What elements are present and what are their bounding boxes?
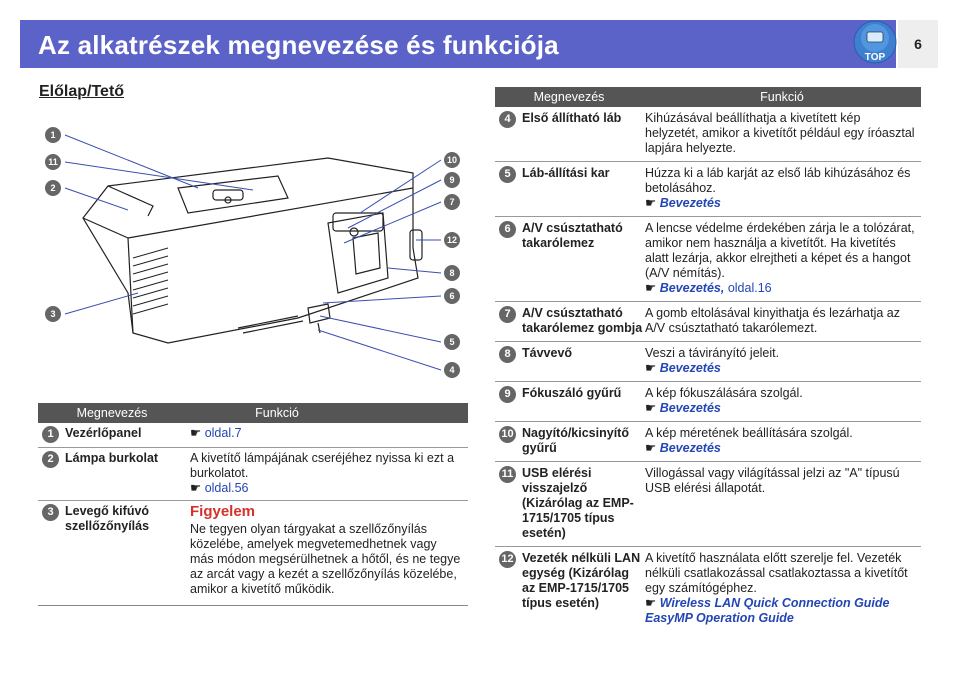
diagram-label: 6 bbox=[449, 291, 455, 301]
hand-pointer-icon: ☛ bbox=[645, 361, 657, 375]
table-row: 6 A/V csúsztatható takarólemez A lencse védelme érdekében zárja le a tolózárat, amikor nem használja a kivetítőt. Ha kivetítés alatt lezárja, akkor elrejtheti a képet és a hangot (A/V némítás). ☛ Bevezetés, oldal.16 bbox=[495, 217, 921, 302]
part-name: Vezeték nélküli LAN egység (Kizárólag az EMP-1715/1705 típus esetén) bbox=[522, 551, 641, 610]
table-row bbox=[495, 547, 921, 631]
page-number: 6 bbox=[898, 20, 938, 68]
table-row bbox=[38, 448, 468, 501]
page-title: Az alkatrészek megnevezése és funkciója bbox=[38, 30, 559, 60]
part-name: Lámpa burkolat bbox=[65, 451, 159, 465]
diagram-label: 7 bbox=[449, 197, 455, 207]
table-row bbox=[495, 302, 921, 342]
part-name: Nagyító/kicsinyítő gyűrű bbox=[522, 426, 629, 455]
row-number: 1 bbox=[42, 426, 59, 443]
diagram-label: 4 bbox=[449, 365, 455, 375]
part-function: Húzza ki a láb karját az első láb kihúzásához és betolásához. bbox=[645, 166, 911, 195]
part-function: A kivetítő használata előtt szerelje fel. Vezeték nélküli csatlakozással csatlakoztassa a kivetítőt egy számítógéphez. bbox=[645, 551, 908, 595]
warning-heading: Figyelem bbox=[190, 503, 256, 520]
row-number: 3 bbox=[42, 504, 59, 521]
page-link[interactable]: oldal.16 bbox=[727, 281, 772, 295]
part-function: A gomb eltolásával kinyithatja és lezárhatja az A/V csúsztatható takarólemezt. bbox=[645, 306, 901, 335]
hand-pointer-icon: ☛ bbox=[645, 401, 657, 415]
header-function: Funkció bbox=[255, 406, 299, 420]
table-row bbox=[38, 423, 468, 448]
part-function: A kép méretének beállítására szolgál. bbox=[645, 426, 853, 440]
parts-table-right bbox=[495, 87, 921, 631]
hand-pointer-icon: ☛ bbox=[190, 426, 202, 440]
diagram-label: 8 bbox=[449, 268, 455, 278]
part-name: A/V csúsztatható takarólemez gombja bbox=[522, 306, 643, 335]
page-link[interactable]: oldal.56 bbox=[204, 481, 249, 495]
part-function: Kihúzásával beállíthatja a kivetített kép helyzetét, amikor a kivetítőt például egy íróasztal lapjára helyezte. bbox=[645, 111, 915, 155]
part-function: Ne tegyen olyan tárgyakat a szellőzőnyílás közelébe, amelyek megvetemedhetnek vagy más módon megsérülhetnek a hőtől, és ne tegye az arcát vagy a kezét a szellőzőnyílás közelébe, amikor a kivetítő működik. bbox=[190, 522, 461, 596]
row-number: 6 bbox=[499, 221, 516, 238]
part-function: A kivetítő lámpájának cseréjéhez nyissa ki ezt a burkolatot. bbox=[190, 451, 455, 480]
table-row bbox=[495, 342, 921, 382]
part-function: A kép fókuszálására szolgál. bbox=[645, 386, 803, 400]
hand-pointer-icon: ☛ bbox=[645, 196, 657, 210]
top-logo-text: TOP bbox=[864, 52, 886, 63]
guide-link[interactable]: Bevezetés bbox=[659, 361, 721, 375]
table-row bbox=[38, 501, 468, 606]
part-name: Láb-állítási kar bbox=[522, 166, 610, 180]
table-row bbox=[495, 422, 921, 462]
diagram-label: 5 bbox=[449, 337, 455, 347]
table-row bbox=[495, 107, 921, 162]
row-number: 4 bbox=[499, 111, 516, 128]
row-number: 11 bbox=[499, 466, 516, 483]
header-function: Funkció bbox=[760, 90, 804, 104]
part-name: Fókuszáló gyűrű bbox=[522, 386, 622, 400]
part-name: USB elérési visszajelző (Kizárólag az EMP-1715/1705 típus esetén) bbox=[522, 466, 634, 540]
diagram-label: 11 bbox=[48, 157, 58, 167]
row-number: 8 bbox=[499, 346, 516, 363]
row-number: 5 bbox=[499, 166, 516, 183]
guide-link[interactable]: Bevezetés bbox=[659, 281, 721, 295]
parts-table-left bbox=[38, 403, 468, 606]
diagram-label: 9 bbox=[449, 175, 455, 185]
part-name: Első állítható láb bbox=[522, 111, 622, 125]
diagram-label: 10 bbox=[446, 155, 458, 165]
hand-pointer-icon: ☛ bbox=[645, 441, 657, 455]
section-title: Előlap/Tető bbox=[39, 83, 125, 100]
table-header bbox=[495, 87, 921, 107]
header-name: Megnevezés bbox=[533, 90, 605, 104]
diagram-label: 2 bbox=[50, 183, 56, 193]
table-row bbox=[495, 162, 921, 217]
projector-diagram bbox=[38, 118, 468, 386]
table-row bbox=[495, 382, 921, 422]
table-row bbox=[495, 462, 921, 547]
row-number: 9 bbox=[499, 386, 516, 403]
diagram-label: 3 bbox=[50, 309, 56, 319]
part-function: Veszi a távirányító jeleit. bbox=[645, 346, 780, 360]
diagram-label: 12 bbox=[446, 235, 458, 245]
row-number: 7 bbox=[499, 306, 516, 323]
diagram-label: 1 bbox=[50, 130, 56, 140]
guide-link[interactable]: Bevezetés bbox=[659, 196, 721, 210]
part-name: Levegő kifúvó szellőzőnyílás bbox=[65, 504, 150, 533]
guide-link[interactable]: Wireless LAN Quick Connection Guide bbox=[659, 596, 890, 610]
page-link[interactable]: oldal.7 bbox=[204, 426, 242, 440]
table-header bbox=[38, 403, 468, 423]
top-logo-button[interactable] bbox=[852, 18, 898, 66]
part-function: Villogással vagy világítással jelzi az "A" típusú USB elérési állapotát. bbox=[645, 466, 900, 495]
part-name: Vezérlőpanel bbox=[65, 426, 142, 440]
part-name: A/V csúsztatható takarólemez bbox=[522, 221, 623, 250]
row-number: 10 bbox=[499, 426, 516, 443]
part-function: A lencse védelme érdekében zárja le a tolózárat, amikor nem használja a kivetítőt. Ha kivetítés alatt lezárja, akkor elrejtheti a képet és a hangot (A/V némítás). bbox=[645, 221, 915, 280]
guide-link[interactable]: Bevezetés bbox=[659, 401, 721, 415]
hand-pointer-icon: ☛ bbox=[190, 481, 202, 495]
row-number: 2 bbox=[42, 451, 59, 468]
hand-pointer-icon: ☛ bbox=[645, 596, 657, 610]
guide-link[interactable]: Bevezetés bbox=[659, 441, 721, 455]
guide-link[interactable]: EasyMP Operation Guide bbox=[645, 611, 794, 625]
part-name: Távvevő bbox=[522, 346, 573, 360]
row-number: 12 bbox=[499, 551, 516, 568]
hand-pointer-icon: ☛ bbox=[645, 281, 657, 295]
header-name: Megnevezés bbox=[76, 406, 148, 420]
